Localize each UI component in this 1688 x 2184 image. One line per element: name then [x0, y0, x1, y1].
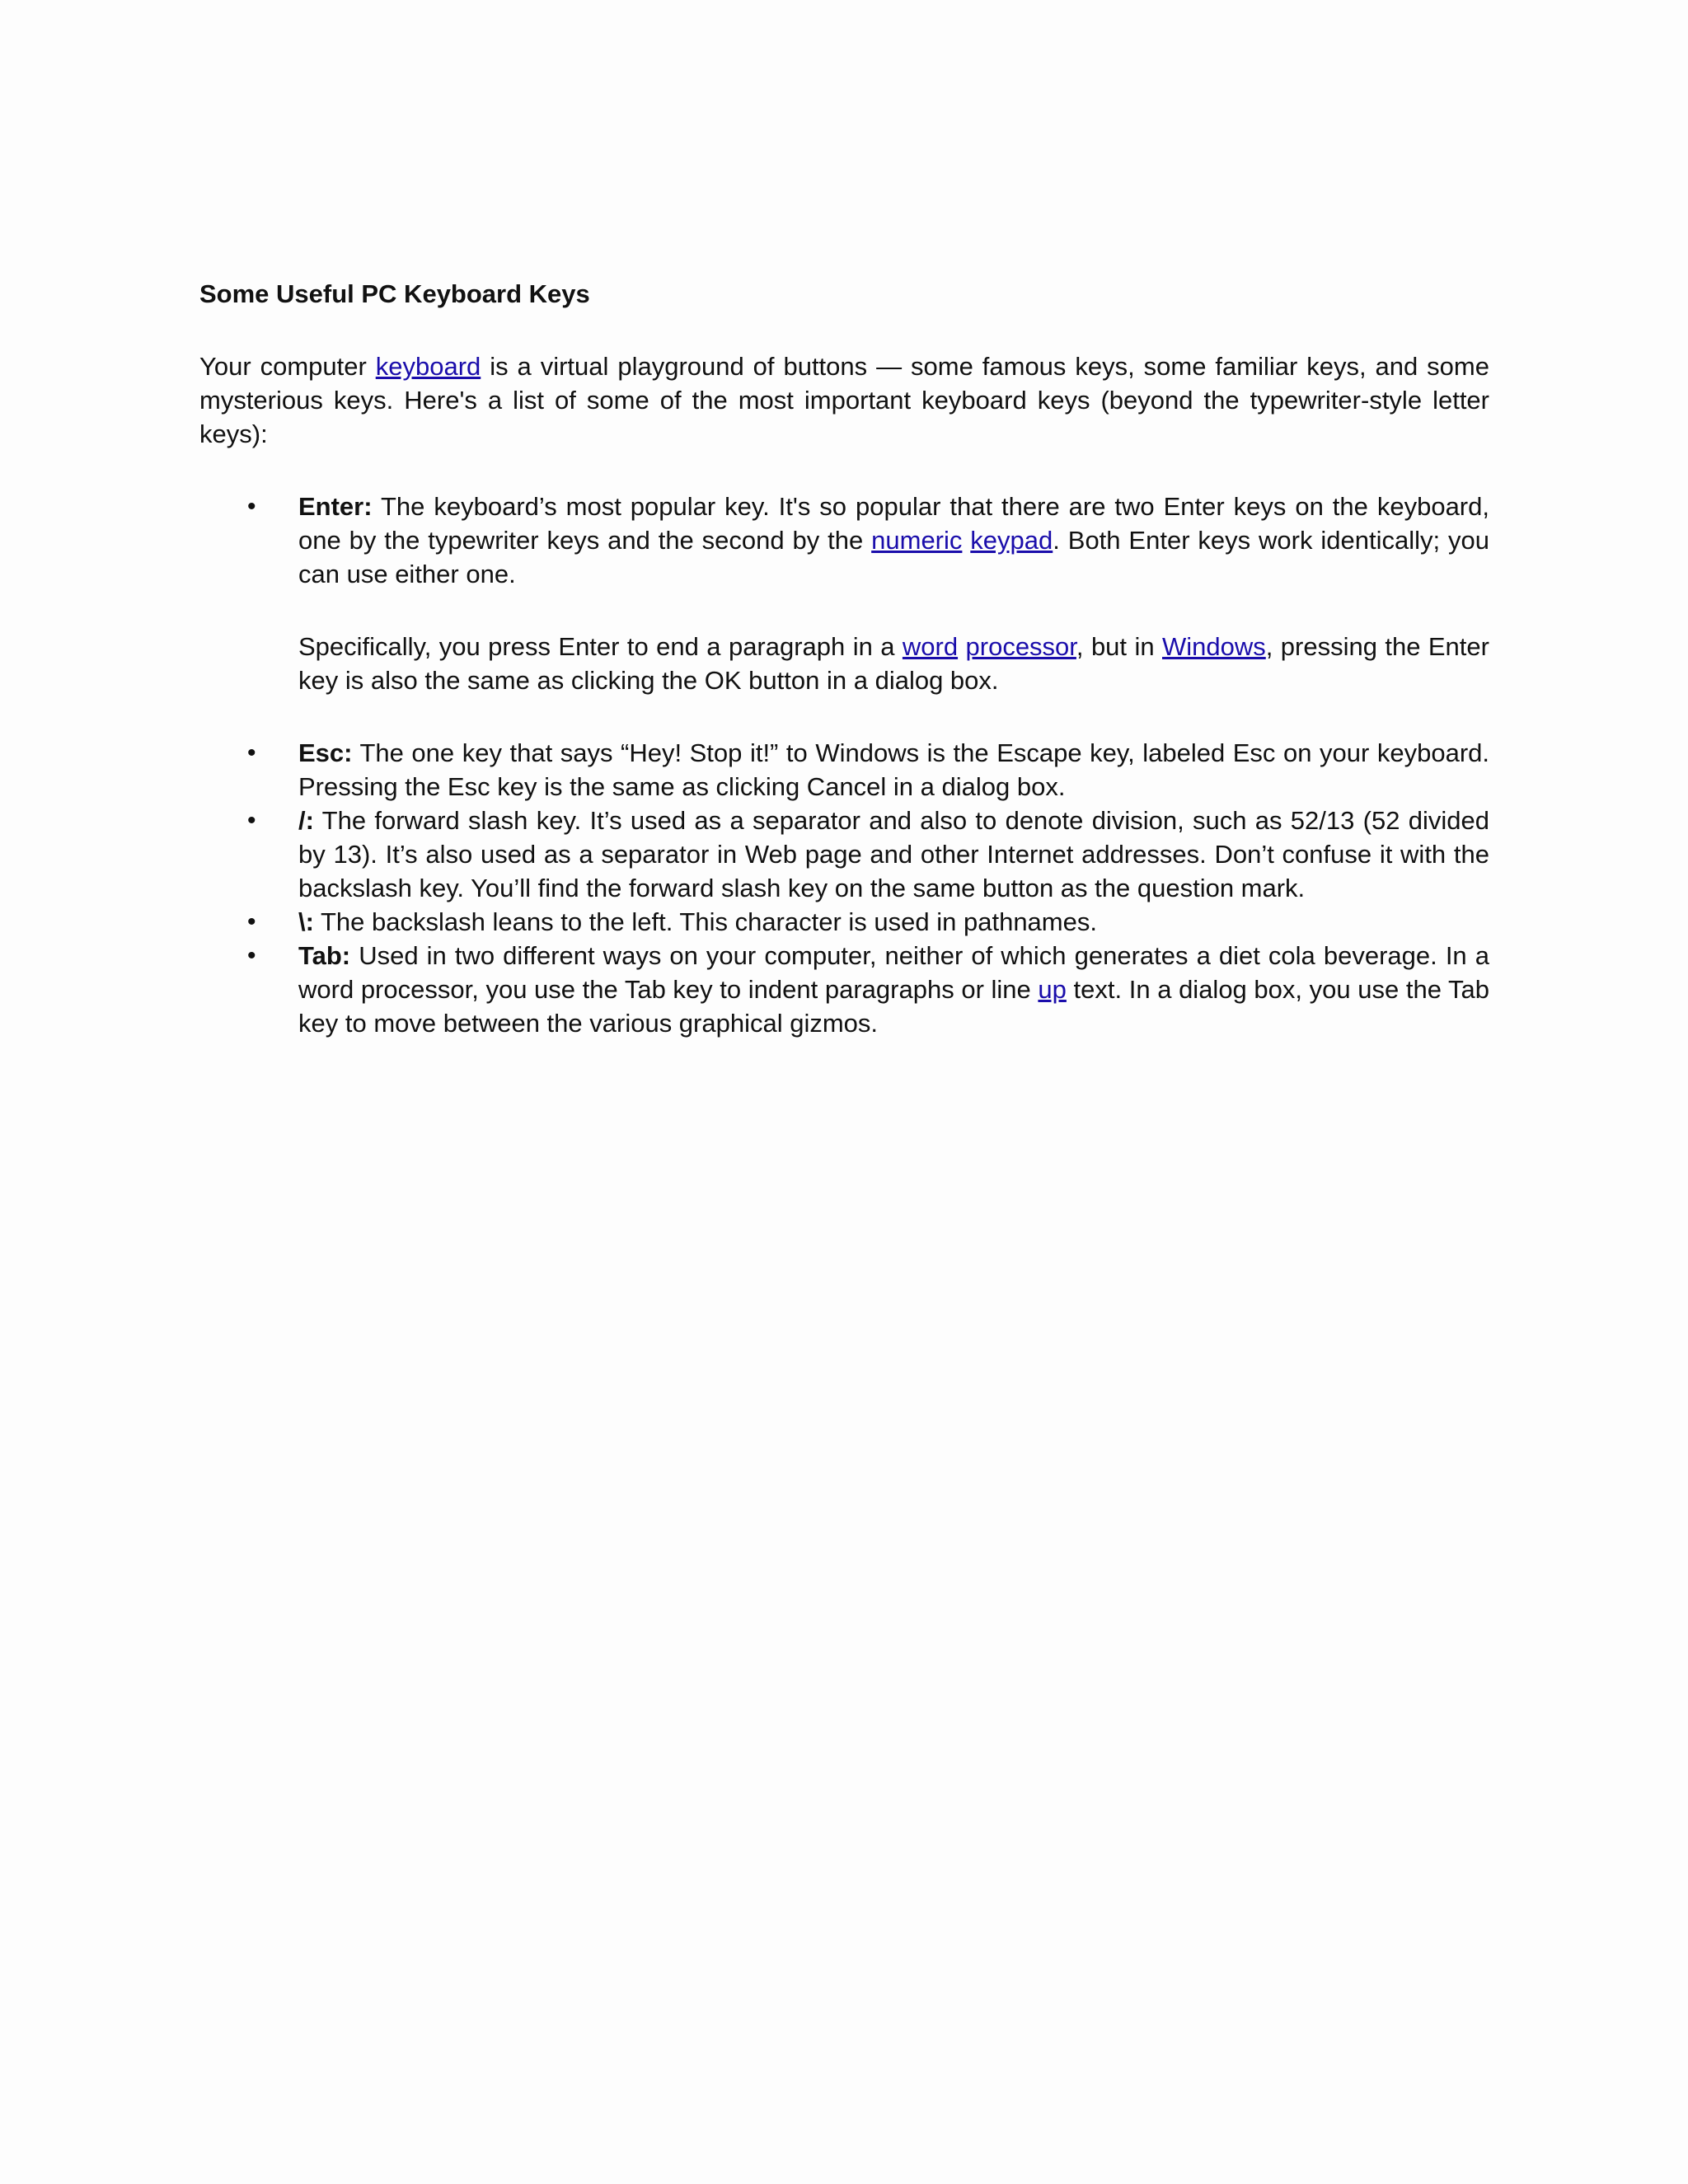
key-list — [199, 490, 1489, 1040]
bullet-icon: • — [247, 908, 256, 935]
intro-text-start: Your computer — [199, 352, 376, 381]
key-name-tab: Tab: — [298, 941, 351, 970]
esc-text: The one key that says “Hey! Stop it!” to Windows is the Escape key, labeled Esc on your keyboard. Pressing the Esc key is the same as clicking Cancel in a dialog box. — [298, 738, 1489, 801]
key-name-backslash: \: — [298, 907, 314, 936]
slash-text: The forward slash key. It’s used as a separator and also to denote division, such as 52/13 (52 divided by 13). It’s also used as a separator in Web page and other Internet addresses. Don’t confuse it with the backslash key. You’ll find the forward slash key on the same button as the question mark. — [298, 806, 1489, 902]
bullet-icon: • — [247, 493, 256, 520]
bullet-icon: • — [247, 807, 256, 834]
bullet-icon: • — [247, 942, 256, 969]
key-name-enter: Enter: — [298, 492, 373, 521]
backslash-text: The backslash leans to the left. This character is used in pathnames. — [313, 907, 1097, 936]
enter-sub-text-middle: , but in — [1076, 632, 1162, 661]
link-keypad[interactable]: keypad — [970, 526, 1053, 555]
enter-text-start: The keyboard’s most popular key. It's so popular that there are two Enter keys on the keyboard, one by the typewriter keys and the second by the — [298, 492, 1489, 555]
tab-text-start: Used in two different ways on your computer, neither of which generates a diet cola beverage. In a word processor, you use the Tab key to indent paragraphs or line — [298, 941, 1489, 1004]
list-item-slash — [199, 804, 1489, 905]
list-item-tab — [199, 939, 1489, 1040]
document-body — [199, 277, 1489, 1040]
link-processor[interactable]: processor — [965, 632, 1076, 661]
list-item-esc — [199, 736, 1489, 804]
enter-description — [298, 490, 1489, 591]
bullet-icon: • — [247, 739, 256, 766]
enter-text-end: . Both Enter keys work identically; you can use either one. — [298, 526, 1489, 588]
intro-text-end: is a virtual playground of buttons — some famous keys, some familiar keys, and some mysterious keys. Here's a list of some of the most important keyboard keys (beyond the typewriter-style letter keys): — [199, 352, 1489, 448]
tab-text-end: text. In a dialog box, you use the Tab key to move between the various graphical gizmos. — [298, 975, 1490, 1038]
intro-paragraph — [199, 349, 1489, 451]
enter-sub-text-start: Specifically, you press Enter to end a paragraph in a — [298, 632, 903, 661]
link-up[interactable]: up — [1038, 975, 1067, 1004]
page-title: Some Useful PC Keyboard Keys — [199, 279, 590, 308]
enter-sub-text-end: , pressing the Enter key is also the same as clicking the OK button in a dialog box. — [298, 632, 1489, 695]
list-item-backslash — [199, 905, 1489, 939]
enter-sub-paragraph — [298, 630, 1489, 697]
link-keyboard[interactable]: keyboard — [375, 352, 481, 381]
list-item-enter — [199, 490, 1489, 697]
key-name-esc: Esc: — [298, 738, 353, 767]
link-word[interactable]: word — [902, 632, 959, 661]
key-name-slash: /: — [298, 806, 314, 835]
link-windows[interactable]: Windows — [1162, 632, 1266, 661]
link-numeric[interactable]: numeric — [871, 526, 963, 555]
